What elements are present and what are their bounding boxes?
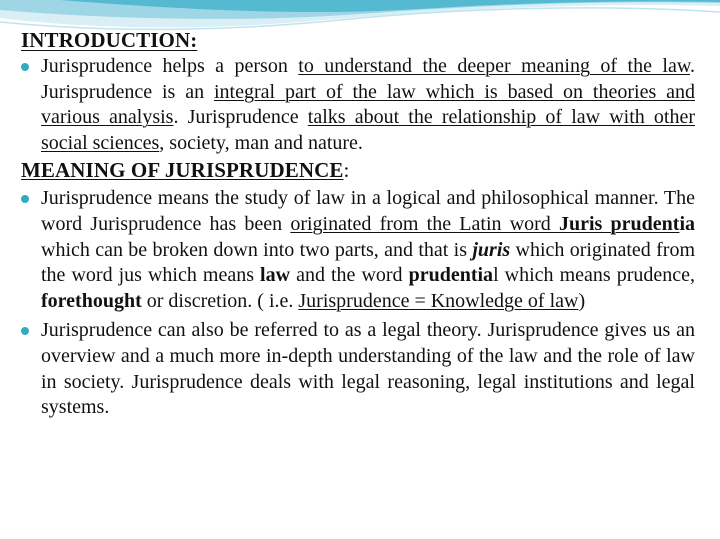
- legal-theory-bullet-item: [21, 318, 695, 420]
- underlined-text: talks about the relationship of law with other social sciences: [41, 106, 695, 154]
- bold-text: forethought: [41, 289, 142, 312]
- text-run: Jurisprudence means the study of law in a logical and philosophical manner. The word Jurisprudence has been: [41, 187, 695, 235]
- slide-content: [21, 26, 695, 421]
- text-run: which originated from the word jus which means: [41, 238, 696, 287]
- bullet-dot-icon: [21, 63, 29, 71]
- meaning-heading: [21, 156, 695, 184]
- text-run: ): [578, 289, 586, 312]
- introduction-heading: INTRODUCTION:: [21, 28, 198, 52]
- bold-italic-text: juris: [472, 238, 511, 261]
- underlined-text-run: originated from the Latin word: [290, 212, 559, 235]
- text-run: or discretion. ( i.e.: [141, 289, 299, 312]
- text-run: which can be broken down into two parts, and that is: [41, 238, 473, 261]
- bullet-dot-icon: [21, 195, 29, 203]
- text-run: and the word: [290, 264, 409, 287]
- underlined-text: integral part of the law which is based on theories and various analysis: [41, 80, 696, 129]
- bold-text: ia: [679, 212, 695, 235]
- meaning-heading-text: MEANING OF JURISPRUDENCE: [21, 158, 344, 183]
- underlined-text: Jurisprudence = Knowledge of law: [298, 289, 579, 312]
- underlined-bold-text: Juris prudent: [559, 212, 680, 235]
- text-run: , society, man and nature.: [159, 131, 363, 154]
- introduction-bullet-item: [21, 54, 695, 156]
- text-run: . Jurisprudence: [173, 106, 308, 129]
- underlined-text: to understand the deeper meaning of the law: [298, 55, 690, 77]
- text-run: Jurisprudence helps a person: [41, 55, 299, 77]
- underlined-text: [290, 213, 679, 235]
- bold-text: prudentia: [408, 264, 494, 287]
- bullet-dot-icon: [21, 327, 29, 335]
- text-run: Jurisprudence can also be referred to as a legal theory. Jurisprudence gives us an overview and a much more in-depth understanding of the law and the role of law in society. Jurisprudence deals with legal reasoning, legal institutions and legal systems.: [41, 319, 695, 419]
- text-run: . Jurisprudence is an: [41, 55, 695, 103]
- bold-text: law: [260, 264, 291, 287]
- meaning-bullet-item: [21, 186, 695, 314]
- meaning-heading-colon: :: [343, 158, 350, 183]
- text-run: l which means prudence,: [493, 264, 695, 287]
